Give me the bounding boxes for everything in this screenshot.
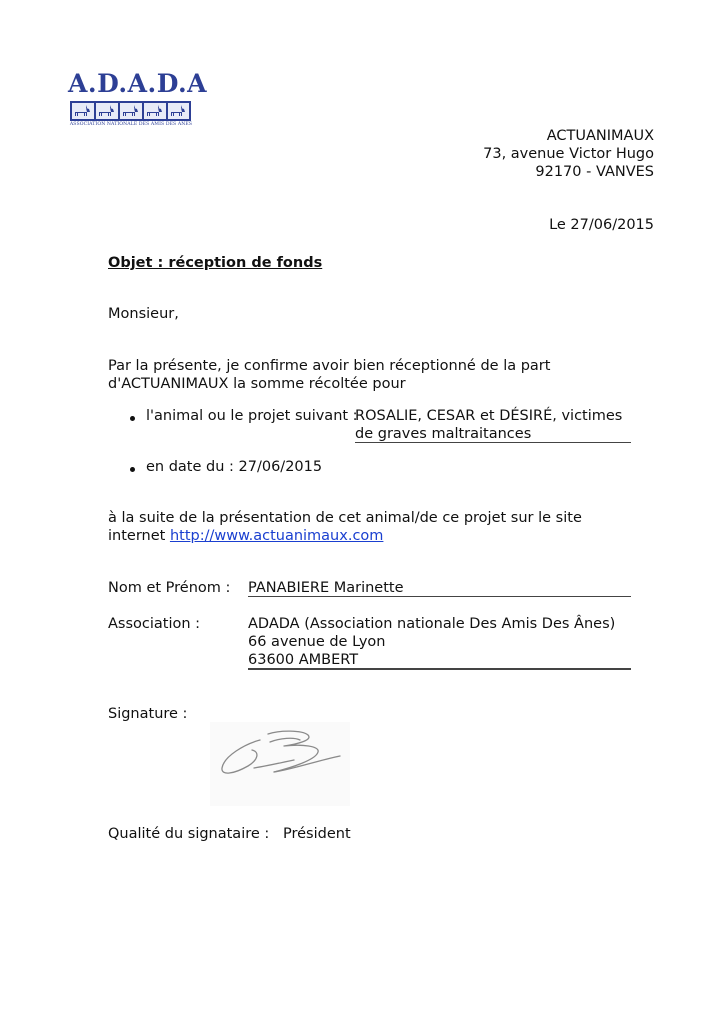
- intro-line-1: Par la présente, je confirme avoir bien réceptionné de la part: [108, 358, 551, 374]
- date-label: en date du : 27/06/2015: [146, 459, 323, 475]
- bullet-marker: [130, 416, 135, 421]
- association-label: Association :: [108, 616, 201, 632]
- logo-title: A.D.A.D.A: [68, 69, 208, 98]
- subject-line: Objet : réception de fonds: [108, 255, 323, 271]
- signature-image: [210, 722, 350, 806]
- outro-line-1: à la suite de la présentation de cet animal/de ce projet sur le site: [108, 510, 582, 526]
- quality-label: Qualité du signataire :: [108, 826, 270, 842]
- quality-value: Président: [283, 826, 351, 842]
- bullet-marker: [130, 467, 135, 472]
- association-line-2: 66 avenue de Lyon: [248, 634, 386, 650]
- logo-subtitle: ASSOCIATION NATIONALE DES AMIS DES ANES: [69, 122, 193, 127]
- donkey-strip-icon: [70, 101, 191, 121]
- adada-logo: [68, 69, 208, 132]
- signature-label: Signature :: [108, 706, 188, 722]
- name-value: PANABIERE Marinette: [248, 580, 631, 597]
- salutation: Monsieur,: [108, 306, 179, 322]
- outro-prefix: internet: [108, 528, 170, 544]
- outro-line-2: [108, 528, 383, 544]
- association-line-3: 63600 AMBERT: [248, 652, 631, 670]
- intro-line-2: d'ACTUANIMAUX la somme récoltée pour: [108, 376, 406, 392]
- animal-value-line-1: ROSALIE, CESAR et DÉSIRÉ, victimes: [355, 408, 623, 424]
- recipient-street: 73, avenue Victor Hugo: [483, 146, 654, 162]
- recipient-name: ACTUANIMAUX: [546, 128, 654, 144]
- animal-label: l'animal ou le projet suivant :: [146, 408, 358, 424]
- name-label: Nom et Prénom :: [108, 580, 231, 596]
- association-line-1: ADADA (Association nationale Des Amis Des Ânes): [248, 616, 616, 632]
- animal-value-line-2: de graves maltraitances: [355, 426, 631, 443]
- recipient-city: 92170 - VANVES: [535, 164, 654, 180]
- actuanimaux-link[interactable]: http://www.actuanimaux.com: [169, 528, 384, 544]
- letter-date: Le 27/06/2015: [549, 217, 654, 233]
